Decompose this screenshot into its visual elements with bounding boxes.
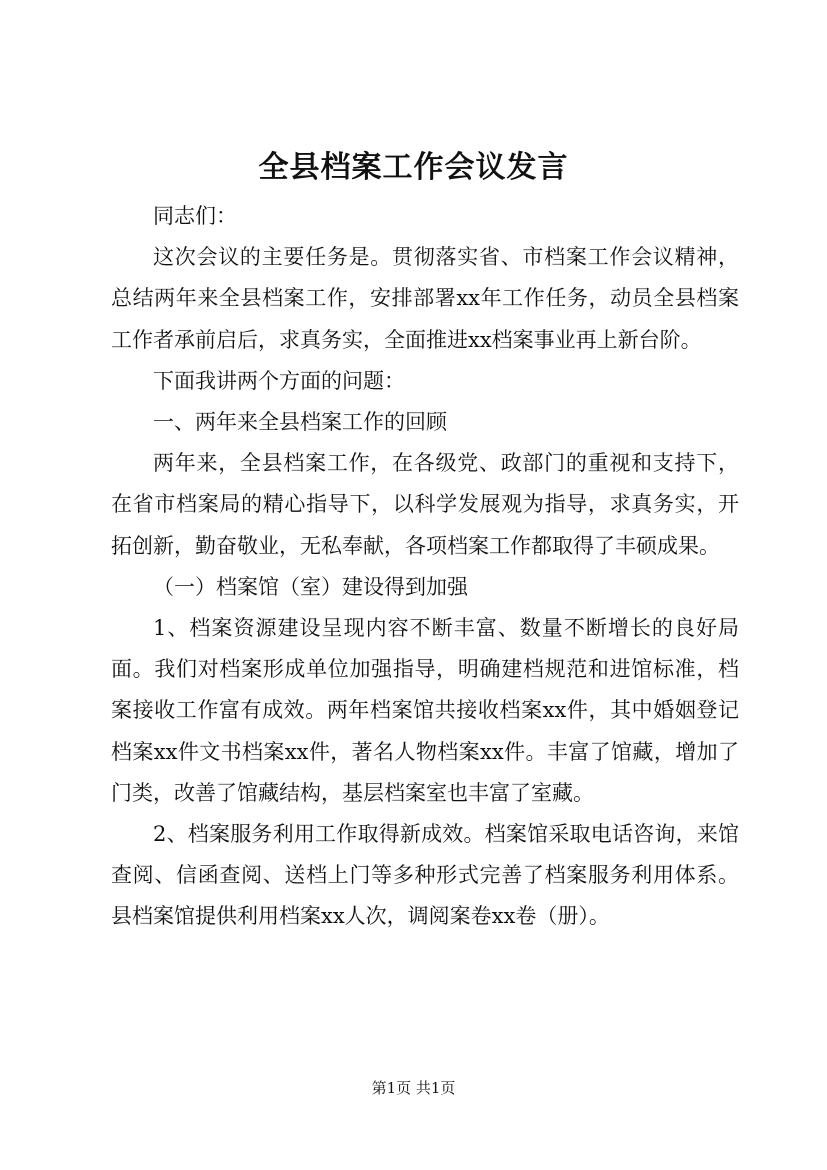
page-footer: 第1页 共1页 (371, 1079, 456, 1097)
paragraph-greeting: 同志们： (153, 204, 237, 228)
paragraph-archive-services: 2、档案服务利用工作取得新成效。档案馆采取电话咨询，来馆查阅、信函查阅、送档上门等多种形式完善了档案服务利用体系。县档案馆提供利用档案xx人次，调阅案卷xx卷（册）。 (111, 822, 739, 929)
paragraph-meeting-tasks: 这次会议的主要任务是。贯彻落实省、市档案工作会议精神，总结两年来全县档案工作，安排部署xx年工作任务，动员全县档案工作者承前启后，求真务实，全面推进xx档案事业再上新台阶。 (111, 245, 739, 352)
paragraph-archive-resources: 1、档案资源建设呈现内容不断丰富、数量不断增长的良好局面。我们对档案形成单位加强指导，明确建档规范和进馆标准，档案接收工作富有成效。两年档案馆共接收档案xx件，其中婚姻登记档案xx件文书档案xx件，著名人物档案xx件。丰富了馆藏，增加了门类，改善了馆藏结构，基层档案室也丰富了室藏。 (111, 616, 739, 805)
section-heading-review: 一、两年来全县档案工作的回顾 (153, 410, 447, 435)
document-title: 全县档案工作会议发言 (258, 150, 569, 185)
paragraph-two-years-summary: 两年来，全县档案工作，在各级党、政部门的重视和支持下，在省市档案局的精心指导下，以科学发展观为指导，求真务实，开拓创新，勤奋敬业，无私奉献，各项档案工作都取得了丰硕成果。 (111, 451, 739, 558)
document-body (111, 196, 739, 938)
subsection-heading-archive-building: （一）档案馆（室）建设得到加强 (153, 574, 468, 599)
paragraph-two-aspects: 下面我讲两个方面的问题： (153, 368, 405, 393)
